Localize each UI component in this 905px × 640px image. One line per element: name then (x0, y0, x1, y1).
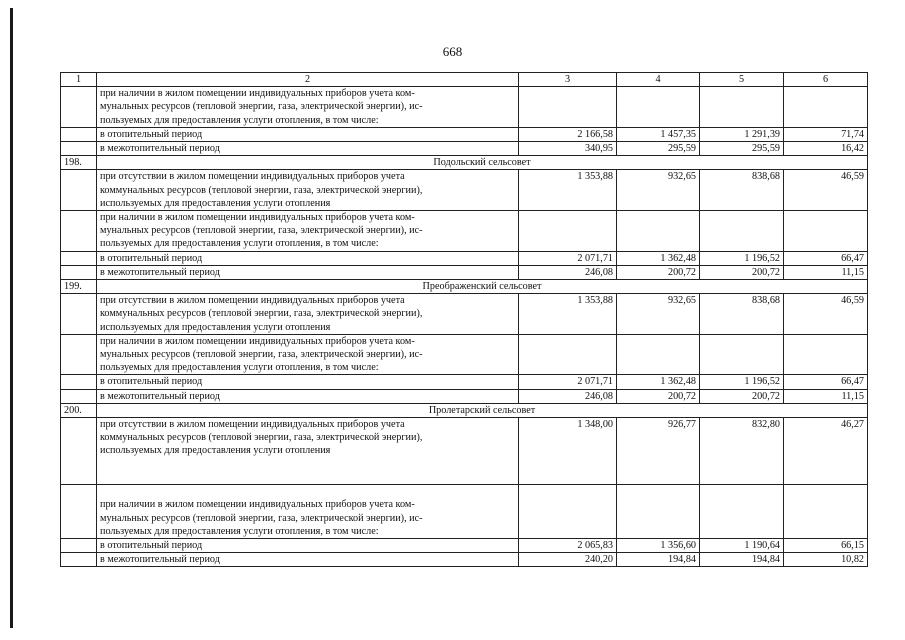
value-col-6: 10,82 (784, 553, 868, 567)
value-col-6: 46,59 (784, 294, 868, 335)
value-col-6: 46,27 (784, 418, 868, 485)
entry-number (61, 334, 97, 375)
description-row (61, 211, 868, 252)
value-col-4: 926,77 (617, 418, 700, 485)
row-description: в межотопительный период (97, 389, 519, 403)
value-col-6: 16,42 (784, 142, 868, 156)
description-line: пользуемых для предоставления услуги отопления, в том числе: (100, 114, 379, 126)
row-description: в межотопительный период (97, 142, 519, 156)
entry-number (61, 170, 97, 211)
description-row (61, 294, 868, 335)
value-col-4: 1 362,48 (617, 375, 700, 389)
value-col-3: 240,20 (519, 553, 617, 567)
value-col-3: 2 166,58 (519, 127, 617, 141)
value-row (61, 127, 868, 141)
row-description: в межотопительный период (97, 553, 519, 567)
entry-number (61, 211, 97, 252)
description-line: при отсутствии в жилом помещении индивидуальных приборов учета (100, 171, 405, 183)
description-line: при наличии в жилом помещении индивидуальных приборов учета ком- (100, 499, 415, 511)
value-col-5: 200,72 (700, 265, 784, 279)
description-line: при отсутствии в жилом помещении индивидуальных приборов учета (100, 419, 405, 431)
entry-number: 200. (61, 403, 97, 417)
value-col-6: 66,15 (784, 538, 868, 552)
value-col-4: 1 362,48 (617, 251, 700, 265)
value-row (61, 389, 868, 403)
header-row (61, 73, 868, 87)
value-col-3: 2 071,71 (519, 375, 617, 389)
description-line: коммунальных ресурсов (тепловой энергии, газа, электрической энергии), (100, 308, 423, 320)
entry-number (61, 294, 97, 335)
header-cell: 3 (519, 73, 617, 87)
header-cell: 6 (784, 73, 868, 87)
value-row (61, 142, 868, 156)
description-line: используемых для предоставления услуги отопления (100, 445, 331, 457)
value-col-3: 1 348,00 (519, 418, 617, 485)
value-col-5: 1 196,52 (700, 375, 784, 389)
value-col-6 (784, 485, 868, 539)
value-col-6 (784, 87, 868, 128)
section-title: Пролетарский сельсовет (97, 403, 868, 417)
description-line: пользуемых для предоставления услуги отопления, в том числе: (100, 525, 379, 537)
blank-line (100, 458, 515, 484)
value-row (61, 538, 868, 552)
value-col-4: 295,59 (617, 142, 700, 156)
value-col-5: 194,84 (700, 553, 784, 567)
description-line: используемых для предоставления услуги отопления (100, 197, 331, 209)
value-col-3: 246,08 (519, 389, 617, 403)
description-line: мунальных ресурсов (тепловой энергии, газа, электрической энергии), ис- (100, 512, 423, 524)
value-col-3: 246,08 (519, 265, 617, 279)
value-col-3: 2 071,71 (519, 251, 617, 265)
value-col-6: 11,15 (784, 389, 868, 403)
description-row (61, 418, 868, 485)
description-line: при наличии в жилом помещении индивидуальных приборов учета ком- (100, 88, 415, 100)
value-col-3: 340,95 (519, 142, 617, 156)
value-col-3 (519, 211, 617, 252)
entry-number (61, 142, 97, 156)
description-line: при наличии в жилом помещении индивидуальных приборов учета ком- (100, 212, 415, 224)
value-col-4: 1 356,60 (617, 538, 700, 552)
row-description (97, 418, 519, 485)
value-col-6: 46,59 (784, 170, 868, 211)
value-col-3 (519, 334, 617, 375)
row-description: в отопительный период (97, 538, 519, 552)
entry-number (61, 418, 97, 485)
header-cell: 1 (61, 73, 97, 87)
description-line: при наличии в жилом помещении индивидуальных приборов учета ком- (100, 335, 415, 347)
value-col-3: 1 353,88 (519, 294, 617, 335)
row-description (97, 87, 519, 128)
header-cell: 4 (617, 73, 700, 87)
value-row (61, 375, 868, 389)
value-col-5 (700, 211, 784, 252)
row-description: в отопительный период (97, 251, 519, 265)
value-col-5: 832,80 (700, 418, 784, 485)
value-col-5: 200,72 (700, 389, 784, 403)
value-col-4: 200,72 (617, 389, 700, 403)
description-line: мунальных ресурсов (тепловой энергии, газа, электрической энергии), ис- (100, 225, 423, 237)
value-col-5: 1 291,39 (700, 127, 784, 141)
section-row (61, 280, 868, 294)
value-col-4 (617, 485, 700, 539)
row-description (97, 485, 519, 539)
row-description: в отопительный период (97, 127, 519, 141)
entry-number (61, 87, 97, 128)
description-line: коммунальных ресурсов (тепловой энергии, газа, электрической энергии), (100, 432, 423, 444)
value-col-3: 1 353,88 (519, 170, 617, 211)
value-col-6: 66,47 (784, 251, 868, 265)
entry-number (61, 485, 97, 539)
value-row (61, 553, 868, 567)
description-row (61, 485, 868, 539)
value-col-3 (519, 87, 617, 128)
binding-line (10, 8, 13, 628)
value-col-5 (700, 87, 784, 128)
row-description (97, 334, 519, 375)
value-col-3: 2 065,83 (519, 538, 617, 552)
value-col-4: 1 457,35 (617, 127, 700, 141)
blank-line (100, 485, 515, 498)
entry-number (61, 265, 97, 279)
value-col-5: 838,68 (700, 294, 784, 335)
section-row (61, 156, 868, 170)
row-description (97, 170, 519, 211)
section-title: Преображенский сельсовет (97, 280, 868, 294)
description-row (61, 334, 868, 375)
value-col-3 (519, 485, 617, 539)
tariff-table (60, 72, 868, 567)
value-col-4: 932,65 (617, 294, 700, 335)
value-col-5 (700, 334, 784, 375)
page-number: 668 (442, 44, 463, 59)
value-row (61, 251, 868, 265)
value-col-5: 838,68 (700, 170, 784, 211)
entry-number (61, 251, 97, 265)
description-row (61, 87, 868, 128)
header-cell: 2 (97, 73, 519, 87)
description-line: пользуемых для предоставления услуги отопления, в том числе: (100, 362, 379, 374)
entry-number (61, 127, 97, 141)
row-description: в межотопительный период (97, 265, 519, 279)
description-line: пользуемых для предоставления услуги отопления, в том числе: (100, 238, 379, 250)
value-col-6 (784, 334, 868, 375)
value-col-4: 932,65 (617, 170, 700, 211)
description-line: коммунальных ресурсов (тепловой энергии, газа, электрической энергии), (100, 184, 423, 196)
row-description (97, 211, 519, 252)
entry-number (61, 375, 97, 389)
header-cell: 5 (700, 73, 784, 87)
section-row (61, 403, 868, 417)
value-col-5: 1 196,52 (700, 251, 784, 265)
value-col-5 (700, 485, 784, 539)
row-description: в отопительный период (97, 375, 519, 389)
entry-number: 199. (61, 280, 97, 294)
description-line: мунальных ресурсов (тепловой энергии, газа, электрической энергии), ис- (100, 349, 423, 361)
value-col-4: 200,72 (617, 265, 700, 279)
value-col-4 (617, 87, 700, 128)
section-title: Подольский сельсовет (97, 156, 868, 170)
value-col-5: 295,59 (700, 142, 784, 156)
value-col-5: 1 190,64 (700, 538, 784, 552)
entry-number (61, 389, 97, 403)
row-description (97, 294, 519, 335)
description-line: используемых для предоставления услуги отопления (100, 321, 331, 333)
value-col-6 (784, 211, 868, 252)
description-line: при отсутствии в жилом помещении индивидуальных приборов учета (100, 295, 405, 307)
value-col-4 (617, 334, 700, 375)
value-col-4: 194,84 (617, 553, 700, 567)
value-col-6: 71,74 (784, 127, 868, 141)
entry-number (61, 553, 97, 567)
value-col-6: 11,15 (784, 265, 868, 279)
value-col-4 (617, 211, 700, 252)
description-row (61, 170, 868, 211)
value-col-6: 66,47 (784, 375, 868, 389)
description-line: мунальных ресурсов (тепловой энергии, газа, электрической энергии), ис- (100, 101, 423, 113)
value-row (61, 265, 868, 279)
entry-number: 198. (61, 156, 97, 170)
entry-number (61, 538, 97, 552)
